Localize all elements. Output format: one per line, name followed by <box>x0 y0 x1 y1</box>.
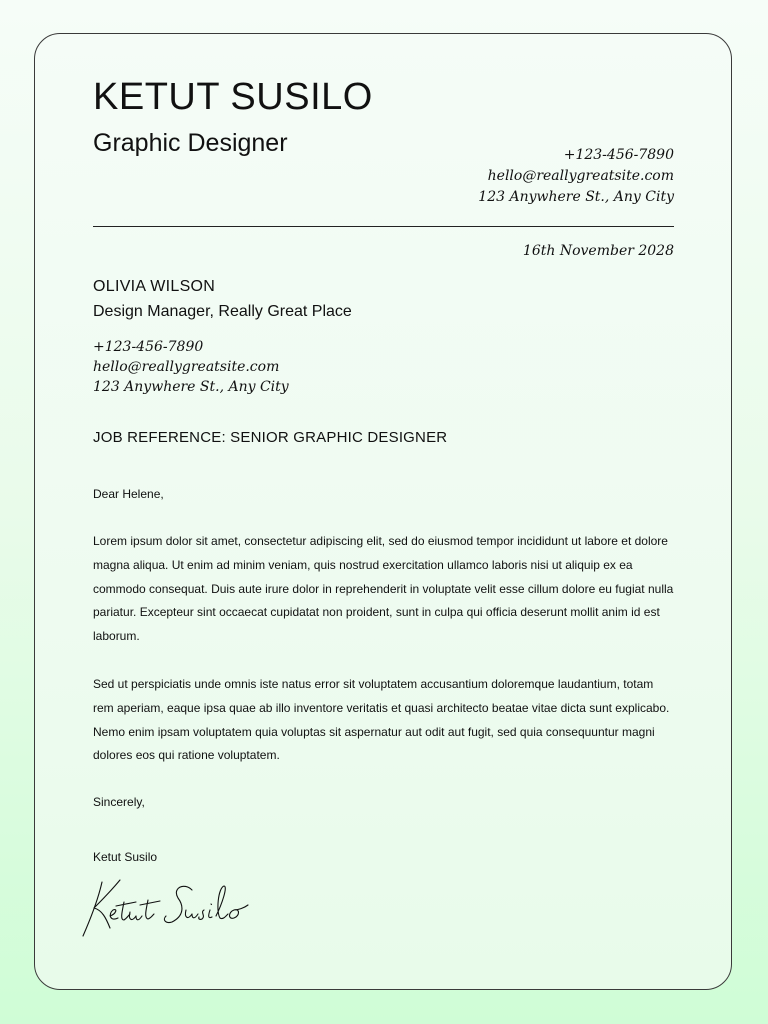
sender-address: 123 Anywhere St., Any City <box>478 189 674 205</box>
signer-name: Ketut Susilo <box>93 850 158 864</box>
closing: Sincerely, <box>93 795 145 809</box>
recipient-name: OLIVIA WILSON <box>93 278 216 295</box>
recipient-email: hello@reallygreatsite.com <box>93 359 280 375</box>
body-paragraph-1: Lorem ipsum dolor sit amet, consectetur adipiscing elit, sed do eiusmod tempor incididunt ut labore et dolore magna aliqua. Ut enim ad minim veniam, quis nostrud exercitation ullamco laboris nisi ut aliquip ex ea commodo consequat. Duis aute irure dolor in reprehenderit in voluptate velit esse cillum dolore eu fugiat nulla pariatur. Excepteur sint occaecat cupidatat non proident, sunt in culpa qui officia deserunt mollit anim id est laborum. <box>93 534 674 644</box>
job-reference: JOB REFERENCE: SENIOR GRAPHIC DESIGNER <box>93 429 448 446</box>
sender-contact <box>478 145 674 208</box>
recipient-address: 123 Anywhere St., Any City <box>93 379 289 395</box>
body-paragraph-2: Sed ut perspiciatis unde omnis iste natus error sit voluptatem accusantium doloremque laudantium, totam rem aperiam, eaque ipsa quae ab illo inventore veritatis et quasi architecto beatae vitae dicta sunt explicabo. Nemo enim ipsam voluptatem quia voluptas sit aspernatur aut odit aut fugit, sed quia consequuntur magni dolores eos qui ratione voluptatem. <box>93 677 670 763</box>
sender-name: KETUT SUSILO <box>93 76 373 118</box>
recipient-title: Design Manager, Really Great Place <box>93 303 352 320</box>
recipient-phone: +123-456-7890 <box>93 339 204 355</box>
sender-email: hello@reallygreatsite.com <box>487 168 674 184</box>
recipient-contact <box>93 337 289 397</box>
header-divider <box>93 226 674 227</box>
letter-date: 16th November 2028 <box>522 243 674 259</box>
sender-phone: +123-456-7890 <box>563 147 674 163</box>
handwritten-signature <box>80 872 265 942</box>
salutation: Dear Helene, <box>93 487 164 501</box>
sender-role: Graphic Designer <box>93 129 288 157</box>
